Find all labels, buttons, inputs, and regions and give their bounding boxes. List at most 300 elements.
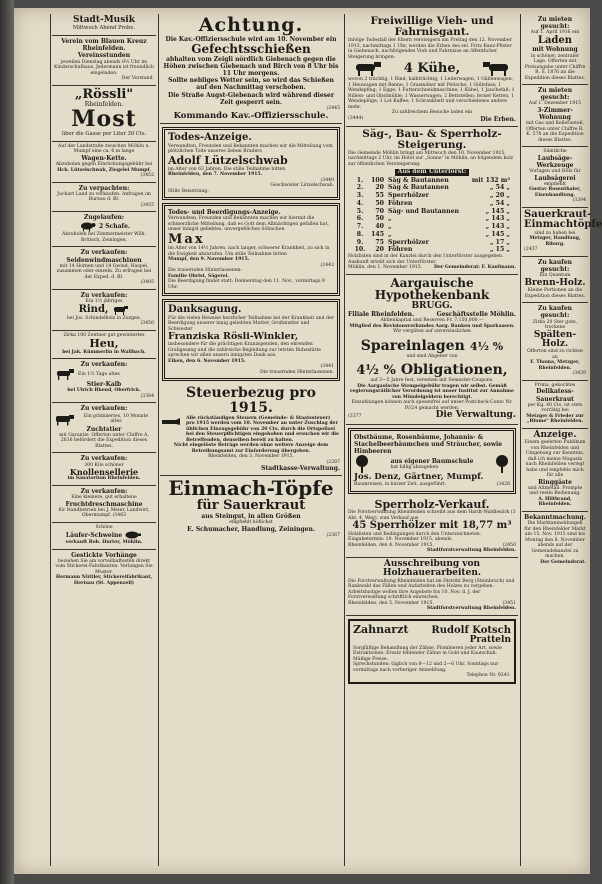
ad-text: für Handbetrieb bei J. Meier, Landwirt, Obermumpf. (3463	[58, 507, 150, 519]
wood-lot-row	[348, 184, 516, 192]
wood-lot-row	[348, 239, 516, 247]
ad-title: Todes- und Beerdigungs-Anzeige.	[168, 209, 281, 216]
ad-signature: Stadtforstverwaltung Rheinfelden.	[426, 548, 516, 554]
ad-title: Achtung.	[198, 14, 304, 36]
ad-item: Knollensellerie	[69, 467, 139, 478]
ad-signature: Metzger, Handlung, Riburg.	[529, 236, 581, 247]
ad-place: Mumpf, den 9. November 1915.	[168, 257, 250, 263]
ad-text: Holzlisten sind in der Kanzlei durch den Unterförster ausgegeben. Auskunft erteilt sich der Unterförster.	[348, 254, 504, 265]
ad-stadtmusik	[52, 14, 156, 36]
ad-text: Die Forstverwaltung Rheinfelden hat im Distrikt Berg (Steinbruch) und Rankwald das Fällen und Aufarbeiten des Holzes zu vergeben. Arbeitslustige wollen ihre Angebote bis 10. Nov. d. J. der Forstverwaltung schriftlich einreichen.	[348, 578, 515, 601]
ad-code: (2437	[524, 247, 538, 253]
ad-name: Max	[168, 231, 205, 247]
ad-verein	[52, 36, 156, 86]
ad-fahrnisgant	[346, 14, 518, 127]
ad-name: Franziska Rösli-Winkler,	[168, 331, 299, 343]
wood-lot-row	[348, 177, 516, 185]
wood-lot-cell: 75	[375, 238, 384, 246]
ad-title: Zahnarzt	[353, 622, 409, 636]
wood-lot-cell: „ 145 „	[485, 230, 510, 238]
ad-title: Zu verkaufen:	[80, 291, 128, 299]
ad-text: Verwandten, Freunden und Bekannten machen wir hiermit die schmerzliche Mitteilung, daß es Gott dem Allmächtigen gefallen hat, unser innigst geliebtes, unvergeßliches Söhnchen	[168, 216, 329, 233]
ad-title: Zu mieten gesucht:	[537, 16, 573, 31]
ad-code: (3441	[320, 364, 334, 370]
wood-lot-cell: Säg & Bautannen	[388, 176, 449, 184]
ad-signature: im Sanatorium Rheinfelden.	[67, 476, 141, 482]
ad-knollensellerie	[52, 453, 156, 486]
ad-headline: Most	[71, 106, 137, 133]
ad-text: Vorlagen und Holz für	[529, 169, 581, 175]
ad-place: Rheinfelden, den 3. November 1915.	[208, 454, 294, 460]
ad-text: im Alter von 63 Jahren. Die stille Teilnahme bitten	[168, 166, 286, 172]
ad-text: Juchart Land zu verkaufen. Anfragen im Bureau d. Bl.	[57, 191, 151, 203]
ad-item: Spälten-Holz.	[533, 329, 577, 349]
ad-title: Danksagung.	[168, 304, 242, 316]
ad-code: (3394	[572, 198, 586, 204]
ad-place: Rheinfelden, den 7. November 1915.	[168, 172, 263, 177]
ad-signature: verkauft Rob. Hurter, Möhlin.	[65, 540, 143, 546]
ad-text: Einzahlungen können auch spesenfrei auf unser Postcheck-Conto Nr. IV/24 gemacht werden.	[351, 400, 513, 411]
ad-signature: Die trauernden Hinterlassenen.	[260, 369, 334, 375]
ad-item: 3-Zimmer-Wohnung	[537, 106, 573, 122]
ad-branch: Filiale Rheinfelden.	[348, 311, 415, 319]
ad-signature: bei Ulrich Bhend, Oberfrick.	[67, 388, 141, 394]
ad-vorhaenge	[52, 550, 156, 590]
ad-text: Auf 1. April 1916 ein	[530, 30, 580, 36]
ad-text: Auf der Landstraße zwischen Möhlin u. Mumpf eine ca. 6 m lange	[58, 143, 150, 155]
wood-lot-cell: 1.	[356, 176, 364, 184]
ad-signature: Kommando Kav.-Offiziersschule.	[173, 110, 329, 121]
ad-text: Alle rückständigen Steuern (Gemeinde- & Staatssteuer) pro 1915 werden vom 10. November an unter Zuschlag der üblichen Einzugsgebühr von 20 Cts. durch die Ortspolizei bei den Steuerpflichtigen eingehoben und ersuchen wir die Betreffenden, denselben bereit zu halten.	[186, 415, 339, 443]
ad-naehmaschinen	[52, 247, 156, 289]
ad-text: Verwandten, Freunden und Bekannten machen wir die Mitteilung vom plötzlichen Tode unseres lieben Bruders	[168, 143, 333, 155]
ad-footnote: Die Beerdigung findet statt: Donnerstag den 11. Nov., vormittags 9 Uhr.	[168, 279, 325, 290]
ad-signature: F. Thoma, Metzger, Rheinfelden.	[530, 360, 580, 371]
wood-lot-row	[348, 223, 516, 231]
ad-code: (3440	[320, 177, 334, 183]
wood-lot-cell: 7.	[356, 223, 364, 231]
ad-place: Eiken, den 6. November 1915.	[168, 358, 246, 364]
ad-signature: bei Jos. Schindelholz in Zuzgen.	[66, 315, 142, 321]
ad-text: Sollte nebliges Wetter sein, so wird das Schießen auf den Nachmittag verschoben.	[168, 77, 334, 92]
ad-danksagung	[162, 299, 340, 381]
ad-footnote: Telephon Nr. 9241.	[466, 673, 511, 679]
ad-text: Die Aargauische Stempelgebühr tragen wir selbst. Gemäß regierungsrätlicher Verordnung ist unser Institut zur Annahme von Mündelgeldern berechtigt.	[350, 383, 514, 400]
ad-title: Zu verkaufen:	[80, 361, 128, 369]
ad-rate: 4½ %	[469, 339, 504, 353]
wood-lot-cell: „ 145 „	[485, 207, 510, 215]
ad-heading: Aus dem Unterforst:	[395, 169, 469, 175]
ad-title: Sämtliche	[543, 149, 567, 155]
ad-title: Zugelaufen:	[83, 214, 125, 222]
ad-text: Mittwoch Abend Probe.	[72, 25, 136, 32]
wood-lot-row	[348, 208, 516, 216]
ad-item: mit Wohnung	[532, 46, 578, 54]
wood-lot-cell: 70	[375, 207, 384, 215]
ad-text: Die Forstverwaltung Rheinfelden schreibt aus dem Hardt-Waldbezirk (3 Abt. 4, Weg), zum Verkauf aus	[348, 510, 516, 521]
ad-roessli	[52, 86, 156, 142]
ad-signature: Stadtkasse-Verwaltung.	[261, 465, 340, 473]
ad-text: Infolge Todesfall der Eltern versteigern am Freitag den 12. November 1915, nachmittags 1 Uhr, werden die Erben des sel. Fritz Kunz-Pfister in Giebenach, nachfolgendes Vieh und Fahrnisse an öffentlicher Steigerung bringen:	[348, 38, 512, 60]
tree-icon	[494, 455, 510, 473]
ad-text: und sind Abgeber von	[406, 353, 458, 359]
ad-signature: A. Hiltbrand, Rheinfelden.	[538, 496, 572, 508]
ad-title: Einmach-Töpfe	[168, 476, 334, 501]
ad-signature: Der Gemeinderat: F. Kaufmann.	[434, 265, 516, 271]
ad-title: Todes-Anzeige.	[168, 132, 252, 144]
wood-lot-cell: „ 54 „	[489, 184, 510, 192]
wood-lot-cell: 20	[375, 184, 384, 192]
ad-signature: Hch. Lützelschwab, Ziegelei Mumpf.	[57, 167, 151, 173]
ad-title: Aargauische Hypothekenbank	[374, 275, 490, 303]
cow-icon	[111, 305, 129, 316]
wood-lot-cell: „ 15 „	[489, 246, 510, 254]
wood-lot-cell: Föhren	[388, 246, 413, 254]
ad-bekanntmachung	[522, 512, 588, 568]
ad-text: mit 14 Hornen und 14 Gwind, Haspel, zusammen oder einzeln. Zu erfragen bei der Exped. d. Bl.	[56, 263, 152, 280]
ad-todesanzeige-max	[162, 203, 340, 296]
sheep-icon	[78, 221, 96, 232]
ad-signature: Die Erben.	[480, 115, 516, 123]
ad-signature: Jos. Denz, Gärtner, Mumpf.	[354, 472, 484, 483]
ad-anzeige	[522, 429, 588, 512]
wood-lot-cell: 40	[375, 223, 384, 231]
cow-icon	[480, 60, 512, 77]
wood-lot-cell: 145	[371, 230, 384, 238]
ad-title: Zu mieten gesucht:	[537, 87, 573, 102]
ad-name: Rudolf Kotsch	[431, 624, 511, 636]
wood-lot-cell: „	[388, 230, 392, 238]
ad-text: Schöne	[95, 524, 113, 530]
ad-laeuferschweine	[52, 523, 156, 550]
ad-signature: Metzger & Frieder zur „Blume" Rheinfelden.	[526, 413, 584, 425]
ad-code: (3384	[140, 393, 154, 399]
ad-code: (2445	[326, 106, 340, 112]
ad-item: 2 Schafe.	[99, 223, 130, 231]
wood-lot-cell: mit 132 m³	[471, 176, 510, 184]
ad-title: Säg-, Bau- & Sperrholz-Steigerung.	[362, 127, 502, 151]
ad-footnote: Baumreisen, in kurzer Zeit, ausgeführt.	[354, 482, 447, 488]
ad-name2: Familie Obrist, Sägerei.	[168, 273, 230, 279]
wood-lot-cell: „ 20 „	[489, 192, 510, 200]
ad-code: (2367	[326, 532, 340, 538]
tree-icon	[354, 455, 370, 473]
ad-signature: Der Vorstand.	[121, 76, 154, 81]
ad-signature: Hermann Nüttler, Stickereifabrikant, Herisau (St. Appenzell)	[55, 575, 153, 586]
ad-hypothekenbank	[346, 275, 518, 425]
ad-text: Kleine Portionen an die Expedition dieses Blattes.	[524, 288, 586, 299]
ad-item: Wagen-Kette.	[81, 154, 127, 162]
column-rule	[158, 14, 159, 866]
ad-item: Delikatess-Sauerkraut	[536, 388, 574, 403]
ad-item: Stier-Kalb	[86, 381, 122, 389]
ad-title: Steuerbezug pro 1915.	[186, 385, 316, 416]
ad-item: 45 Sperrhölzer mit 18,77 m³	[352, 520, 512, 532]
ad-subtitle: für Sauerkraut	[196, 498, 306, 514]
column-rule	[344, 14, 345, 866]
newspaper-page	[14, 8, 602, 874]
ad-signature: Gustav Rosenthaler, Eisenhandlung.	[529, 187, 581, 198]
wood-lot-cell: 4.	[356, 199, 364, 207]
ad-title: Stadt-Musik	[73, 15, 135, 25]
column-rule	[520, 14, 521, 866]
ad-title: Anzeige.	[533, 429, 577, 440]
ad-text: Ein 1½ Tage altes	[78, 372, 120, 378]
ad-text: Die Gemeinde Möhlin bringt am Mittwoch den 10. November 1915, nachmittags 2 Uhr, im Hotel zur „Sonne" in Möhlin, an folgendem holz zur öffentlichen Versteigerung:	[348, 150, 514, 167]
wood-lot-cell: 9.	[356, 238, 364, 246]
ad-text: Ein prämiiertes, 10 Monate altes	[83, 413, 149, 425]
ad-text: insbesondere für die prächtigen Kranzspenden, den ehrenden Grabgesang und die zahlreiche Begleitung zur letzten Ruhestätte sprechen wir allen unsern innigsten Dank aus.	[168, 342, 322, 359]
ad-einmachtoepfe	[160, 476, 342, 541]
ad-text: aus Steingut, in allen Größen	[201, 513, 301, 520]
ad-code: (2450	[502, 542, 516, 548]
ad-wohnung-mieten	[522, 85, 588, 147]
ad-signature: Die trauernden Hinterlassenen:	[168, 268, 243, 274]
wood-lot-cell: 50	[375, 215, 384, 223]
ad-code: (3444)	[348, 115, 364, 121]
ad-title: Zu verpachten:	[78, 184, 130, 192]
ad-title: Zu verkaufen:	[80, 405, 128, 413]
wood-lot-cell: 55	[375, 192, 384, 200]
wood-lot-cell: Sperrhölzer	[388, 238, 429, 246]
wood-lot-row	[348, 231, 516, 239]
ad-laden-mieten	[522, 14, 588, 85]
ad-delikatess-sauerkraut	[522, 381, 588, 429]
ad-item: Zuchtstier	[86, 425, 122, 433]
ad-place: Möhlin, den 1. November 1915.	[348, 265, 423, 271]
column-rule	[50, 14, 51, 866]
wood-lot-table	[348, 177, 516, 255]
ad-obstbaeume	[348, 428, 516, 494]
ad-stierkalb	[52, 359, 156, 403]
wood-lot-cell: 3.	[356, 192, 364, 200]
ad-title: Obstbäume, Rosenbäume, Johannis- & Stachelbeerbäumchen und Sträucher, sowie Himbeeren	[354, 433, 503, 456]
wood-lot-cell: „	[388, 215, 392, 223]
wood-lot-row	[348, 192, 516, 200]
ad-title: Bekanntmachung.	[524, 513, 586, 521]
ad-item: Laubsäge-Werkzeuge	[536, 154, 574, 169]
ad-title: Prima, gekochtes	[534, 382, 576, 388]
wood-lot-cell: 100	[371, 176, 384, 184]
ad-item: Fruchtdreschmaschine	[65, 500, 143, 508]
wood-lot-cell: Sperrhölzer	[388, 192, 429, 200]
ad-text: Abzuholen bei Zimmermeister Wilh. Brütsch, Zeiningen.	[62, 232, 146, 243]
ad-sauerkraut-toepfe	[522, 208, 602, 257]
column-2	[160, 14, 342, 866]
ad-subtitle: BRUGG.	[411, 300, 453, 311]
ad-item: Einmachtöpfe	[524, 219, 602, 231]
column-3	[346, 14, 518, 866]
ad-text: Zirka 20 Ster gute, trockene	[532, 319, 578, 331]
ad-text: im Alter von 14½ Jahren, nach langer, schwerer Krankheit, zu sich in die Ewigkeit abzurufen. Um stille Teilnahme bitten	[168, 246, 330, 257]
ad-code: (3439	[572, 371, 586, 377]
ad-text: Nicht eingelöste Beträge werden ohne weitere Anzeige dem Betreibungsamt zur Einforderung übergeben.	[173, 443, 329, 454]
ad-title: Zu verkaufen:	[80, 249, 128, 257]
wood-lot-row	[348, 215, 516, 223]
ad-text: sind zu haben bei	[534, 230, 576, 236]
ad-text: Abzuholen gegen Einrückungsgebühr bei	[55, 162, 153, 168]
ad-text: Einem geehrten Publikum von Rheinfelden und Umgebung zur Kenntnis, daß ich meine Magazin nach Rheinfelden verlegt habe und empfehle mich für alle	[524, 440, 586, 479]
ad-text: mit Gas und Kelleranteil, Offerten unter Chiffre B. K. 578 an die Expedition dieses Blattes.	[525, 121, 585, 143]
ad-text: Sorgfältige Behandlung der Zähne, Plombieren jeder Art, sowie Extraktionen. Ersatz fehlender Zähne in Gold und Kautschuk. Mäßige Preise.	[353, 645, 502, 662]
ad-spaeltenholz	[522, 303, 588, 381]
ad-rind	[52, 290, 156, 331]
ad-headline: Obligationen,	[400, 362, 508, 379]
ad-sperrholz	[346, 497, 518, 558]
ad-item: 4 Kühe,	[403, 60, 461, 76]
ad-text: Wir vergüten auf unverzinslichen	[393, 329, 471, 335]
ad-code: (3452	[140, 173, 154, 179]
ad-text: empfiehlt	[543, 181, 567, 187]
ad-brennholz	[522, 257, 588, 303]
ad-title: Zu verkaufen:	[80, 455, 128, 463]
ad-headline: Spareinlagen	[360, 337, 465, 354]
ad-branch: Geschäftsstelle Möhlin.	[436, 311, 516, 319]
wood-lot-cell: 5.	[356, 207, 364, 215]
ad-place: Rheinfelden, den 4. November 1915.	[348, 542, 434, 548]
ad-text: und Altmetall. Prompte und reelle Bedienung.	[527, 485, 583, 497]
ad-text: Zirka 100 Zentner gut gewintertes	[63, 332, 145, 338]
ad-item: Seidenwindmaschinen	[66, 256, 142, 264]
ad-title: Zu kaufen gesucht:	[538, 258, 572, 274]
ad-text: Die Marktanmeldungen für den Rheinfelder Markt am 15. Nov. 1915 sind bis Montag den 8. November abends auf der Gemeindekanzlei zu machen.	[524, 521, 586, 560]
ad-item: Gefechtsschießen	[191, 42, 311, 57]
ad-heu	[52, 331, 156, 360]
ad-holzsteigerung	[346, 127, 518, 275]
ad-title: Ausschreibung von Holzhauerarbeiten.	[383, 558, 481, 579]
ad-achtung	[160, 14, 342, 124]
ad-item: Ringgäste	[538, 478, 572, 486]
ad-text: Offerten sind zu richten an	[527, 349, 583, 360]
ad-text: Eine kleinere, gut erhaltene	[71, 495, 137, 501]
wood-lot-cell: Säg- und Bautannen	[388, 207, 460, 215]
ad-text: Auf 1. Dezember 1915	[528, 101, 582, 107]
ad-text: hat billig abzugeben	[390, 465, 439, 471]
ad-text: beziehen Sie am vorteilhaftesten direkt vom Stickerei-Fabrikanten. Verlangen Sie Muster.	[55, 558, 153, 575]
ad-item: Laden	[537, 34, 573, 46]
ad-text: abhalten vom Zeigli nördlich Giebenach gegen die Höhen zwischen Giebenach und Birch von 8 Uhr bis 11 Uhr morgens.	[163, 55, 339, 78]
ad-text: per Kg. 40 Cts. ist stets vorrätig bei	[527, 402, 583, 414]
book-binding-edge	[0, 0, 14, 884]
ad-steuerbezug	[160, 384, 342, 476]
ad-code: (3455	[140, 202, 154, 208]
wood-lot-cell: 6.	[356, 215, 364, 223]
ad-zugelaufen	[52, 212, 156, 247]
wood-lot-row	[348, 200, 516, 208]
ad-text: Die Straße Augst-Giebenach wird während dieser Zeit gesperrt sein.	[167, 91, 335, 106]
ad-item: Laubsägerei	[534, 174, 576, 182]
ad-item: Rind,	[78, 303, 109, 315]
ad-signature: E. Schumacher, Handlung, Zeiningen.	[187, 525, 315, 533]
ad-code: (3451	[502, 600, 516, 606]
ad-code: (3428	[496, 482, 510, 488]
ad-text: Sprechstunden: täglich von 8—12 und 2—6 Uhr. Sonntags nur vormittags nach vorheriger Anmeldung.	[353, 662, 499, 673]
wood-lot-cell: „ 143 „	[485, 215, 510, 223]
ad-item: Heu,	[89, 337, 119, 351]
ad-text: Zu zahlreichem Besuche laden ein	[391, 110, 473, 116]
ad-code: (3377	[348, 414, 362, 420]
ad-text: mit Garantie. Offerten unter Chiffre A. 2816 befördert die Expedition dieses Blattes.	[59, 432, 149, 449]
ad-rate: 4½ %	[356, 363, 396, 379]
ad-text: Aktienkapital und Reserven Fr. 7,150,000.—	[380, 318, 484, 324]
ad-signature: Der Gemeinderat.	[540, 559, 586, 565]
ad-todesanzeige-luetzelschwab	[162, 127, 340, 200]
wood-lot-cell: Föhren	[388, 199, 413, 207]
cow-icon	[352, 60, 384, 77]
ad-place: Pratteln	[469, 635, 511, 646]
ad-title: Zu verkaufen:	[80, 487, 128, 495]
wood-lot-cell: 8.	[356, 230, 364, 238]
ad-text: Ein Quantum	[539, 273, 571, 279]
ad-item: Läufer-Schweine	[65, 531, 123, 539]
ad-text: Die Kav.-Offiziersschule wird am 10. November ein	[165, 35, 337, 43]
ad-title: Freiwillige Vieh- und Fahrnisgant.	[370, 15, 494, 39]
ad-text: Ein 1½ jähriges	[85, 299, 123, 305]
ad-place: Rheinfelden, den 5. November 1915.	[348, 600, 434, 606]
ad-title: Sauerkraut-	[524, 208, 592, 220]
ad-text: empfiehlt höflichst	[229, 520, 273, 526]
ad-signature: Geschwister Lützelschwab.	[270, 183, 334, 188]
ad-text: Mitglied des Revisionsverbandes Aarg. Banken und Sparkassen.	[349, 323, 515, 329]
ad-text: wovon 2 trächtig, 1 Rind, halbträchtig; 1 Leiterwagen, 1 Güllenwagen, 1 Heuwagen mit Benne; 1 Grasmäher mit Peitsche; 1 Güllefass; 1 Wendepflug; 1 Egge; 1 Futterschneidmaschine; 1 Kübel, 1 Jauchefaß; 1 Rüben- und Obstmühle; 1 Wasserwagen; 2 Bettstellen; ferner Ketten, 1 Wendeplüge; 1 Lot Kaffee; 1 Schrankbett und verschiedenes andere mehr.	[348, 77, 515, 110]
ad-title: Zu kaufen gesucht:	[538, 305, 572, 320]
ad-signature: Stadtforstverwaltung Rheinfelden.	[426, 606, 516, 612]
wood-lot-cell: 50	[375, 199, 384, 207]
ad-holzhauerarbeiten	[346, 558, 518, 616]
bull-icon	[54, 413, 76, 426]
ad-text: über die Gasse per Liter 30 Cts.	[61, 131, 147, 138]
ad-title: Verein vom Blauen Kreuz Rheinfelden.	[61, 37, 147, 53]
ad-title: „Rössli"	[74, 86, 134, 102]
ad-fruchtdreschmaschine	[52, 486, 156, 523]
ad-subtitle: aus eigener Baumschule	[390, 458, 474, 466]
ad-zahnarzt	[348, 619, 516, 684]
wood-lot-cell: 2.	[356, 184, 364, 192]
ad-title: Sperrholz-Verkauf.	[374, 497, 490, 511]
wood-lot-cell: Säg & Bautannen	[388, 184, 449, 192]
wood-lot-row	[348, 246, 516, 254]
ad-verpachten	[52, 183, 156, 213]
ad-code: (3405	[140, 280, 154, 286]
wood-lot-cell: „	[388, 223, 392, 231]
wood-lot-cell: 10.	[354, 246, 366, 254]
wood-lot-cell: 20	[375, 246, 384, 254]
ad-item: Brenn-Holz.	[524, 277, 586, 288]
ad-code: (2443	[320, 262, 334, 268]
ad-wagenkette	[52, 142, 156, 183]
ad-text: 300 Kilo schöner	[84, 462, 124, 468]
ad-place: Rheinfelden.	[84, 101, 124, 109]
ad-text: in schöner, zentraler Lage. Offerten mit Preisangabe unter Chiffre R. S. 1876 an die Expedition dieses Blattes.	[524, 53, 586, 81]
ad-text: Für die vielen Beweise herzlicher Teilnahme bei der Krankheit und der Beerdigung unserer innig geliebten Mutter, Großmutter und Schwester	[168, 315, 334, 332]
ad-text: auf 3—5 Jahre fest, versehen mit Semester-Coupons.	[370, 378, 494, 384]
calf-icon	[54, 368, 76, 381]
ad-title: Gestickte Vorhänge	[71, 551, 137, 559]
ad-laubsaege	[522, 147, 588, 208]
wood-lot-cell: „ 54 „	[489, 199, 510, 207]
ad-zuchtstier	[52, 403, 156, 453]
ad-text: jeweilen Dienstag abends 8½ Uhr im Kinderschulhaus. Jedermann ist freundlich eingeladen.	[54, 59, 154, 76]
ad-signature: Die Verwaltung.	[435, 410, 516, 421]
ad-name: Adolf Lützelschwab	[168, 153, 288, 167]
ad-signature: bei Jak. Kümmerlin in Wallbach.	[62, 349, 146, 355]
ad-text: Holzlisten und Bedingungen durch den Unterzeichneten. Eingabetermin: 10. November 1915, abends.	[348, 531, 482, 543]
wood-lot-cell: „ 143 „	[485, 223, 510, 231]
pointing-hand-icon	[162, 416, 184, 428]
pig-icon	[124, 530, 142, 540]
ad-heading: Vereinsstunden	[77, 52, 131, 60]
ad-code: (3450	[140, 321, 154, 327]
